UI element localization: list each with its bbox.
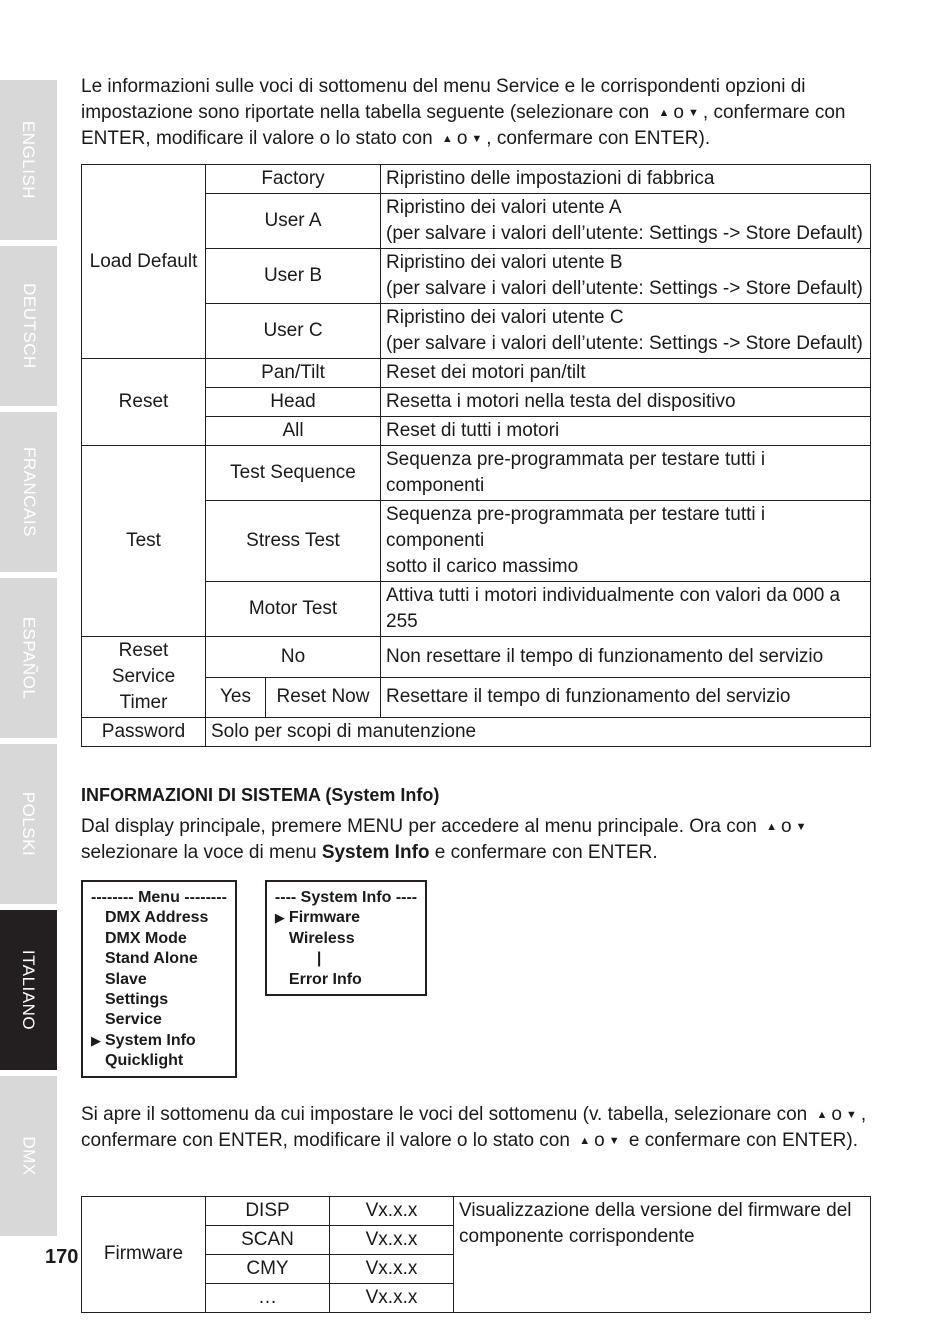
firmware-desc: Visualizzazione della versione del firmware del componente corrispondente	[454, 1196, 871, 1312]
down-arrow-icon: ▼	[471, 133, 483, 145]
intro-paragraph: Le informazioni sulle voci di sottomenu del menu Service e le corrispondenti opzioni di impostazione sono riportate nella tabella seguente (selezionare con ▲ o ▼ , confermare con ENTER, modificare il valore o lo stato con ▲ o ▼ , confermare con ENTER).	[81, 76, 846, 149]
up-arrow-icon: ▲	[766, 821, 778, 833]
desc-cell: Resettare il tempo di funzionamento del servizio	[381, 677, 871, 718]
menu-item-service[interactable]: Service	[105, 1011, 162, 1029]
up-arrow-icon: ▲	[441, 133, 453, 145]
tab-deutsch[interactable]: DEUTSCH	[0, 246, 57, 406]
desc-cell: Ripristino delle impostazioni di fabbrica	[381, 165, 871, 194]
desc-cell: Ripristino dei valori utente C (per salvare i valori dell’utente: Settings -> Store Default)	[381, 304, 871, 359]
menu-item-dmx-address[interactable]: DMX Address	[105, 909, 209, 927]
table-row	[82, 165, 871, 194]
up-arrow-icon: ▲	[658, 107, 670, 119]
submenu-paragraph: Si apre il sottomenu da cui impostare le voci del sottomenu (v. tabella, selezionare con ▲ o ▼ , confermare con ENTER, modificare il valore o lo stato con ▲ o ▼ e confermare con ENTER).	[81, 1103, 867, 1151]
menu-item-firmware[interactable]: ▶ Firmware	[275, 908, 417, 928]
system-info-paragraph: Dal display principale, premere MENU per accedere al menu principale. Ora con ▲ o ▼ selezionare la voce di menu System Info e confermare con ENTER.	[81, 814, 871, 866]
desc-cell: Ripristino dei valori utente B (per salvare i valori dell’utente: Settings -> Store Default)	[381, 249, 871, 304]
table-row	[82, 359, 871, 388]
selection-arrow-icon: ▶	[91, 1032, 101, 1048]
option-cell: User B	[206, 249, 381, 304]
load-default-label: Load Default	[82, 165, 206, 359]
table-row	[82, 637, 871, 678]
page-content	[81, 74, 871, 1313]
option-cell: Stress Test	[206, 501, 381, 582]
option-cell: User C	[206, 304, 381, 359]
menu-item-settings[interactable]: Settings	[105, 991, 169, 1009]
up-arrow-icon: ▲	[816, 1108, 828, 1121]
page-number: 170	[45, 1246, 79, 1268]
menu-title: ---- System Info ----	[274, 889, 418, 906]
menu-displays	[81, 880, 871, 1078]
desc-cell: Sequenza pre-programmata per testare tutti i componenti sotto il carico massimo	[381, 501, 871, 582]
down-arrow-icon: ▼	[846, 1108, 857, 1121]
menu-item-wireless[interactable]: Wireless	[288, 929, 355, 947]
option-cell: Test Sequence	[206, 446, 381, 501]
option-cell: User A	[206, 194, 381, 249]
component-cell: DISP	[206, 1196, 330, 1225]
desc-cell: Sequenza pre-programmata per testare tutti i componenti	[381, 446, 871, 501]
service-table	[81, 164, 871, 747]
option-cell: Motor Test	[206, 582, 381, 637]
section-heading: INFORMAZIONI DI SISTEMA (System Info)	[81, 785, 440, 805]
language-tabs	[0, 80, 57, 1242]
desc-cell: Solo per scopi di manutenzione	[206, 718, 871, 747]
desc-cell: Ripristino dei valori utente A (per salvare i valori dell’utente: Settings -> Store Default)	[381, 194, 871, 249]
option-cell: Pan/Tilt	[206, 359, 381, 388]
menu-item-system-info[interactable]: ▶ System Info	[91, 1031, 227, 1051]
tab-english[interactable]: ENGLISH	[0, 80, 57, 240]
desc-cell: Non resettare il tempo di funzionamento del servizio	[381, 637, 871, 678]
menu-item-quicklight[interactable]: Quicklight	[105, 1052, 184, 1070]
option-cell: All	[206, 417, 381, 446]
version-cell: Vx.x.x	[330, 1254, 454, 1283]
menu-item-stand-alone[interactable]: Stand Alone	[105, 950, 198, 968]
up-arrow-icon: ▲	[579, 1134, 591, 1147]
menu-title: -------- Menu --------	[91, 889, 227, 906]
down-arrow-icon: ▼	[795, 821, 807, 833]
selection-arrow-icon: ▶	[274, 910, 285, 926]
firmware-label: Firmware	[82, 1196, 206, 1312]
option-cell: Head	[206, 388, 381, 417]
tab-francais[interactable]: FRANCAIS	[0, 412, 57, 572]
desc-cell: Reset dei motori pan/tilt	[381, 359, 871, 388]
table-row	[82, 718, 871, 747]
component-cell: SCAN	[206, 1225, 330, 1254]
menu-item-slave[interactable]: Slave	[105, 970, 147, 988]
table-row	[82, 1196, 871, 1225]
component-cell: CMY	[206, 1254, 330, 1283]
desc-cell: Resetta i motori nella testa del dispositivo	[381, 388, 871, 417]
sub-option-cell: Reset Now	[266, 677, 381, 718]
component-cell: …	[206, 1283, 330, 1312]
tab-dmx[interactable]: DMX	[0, 1076, 57, 1236]
desc-cell: Attiva tutti i motori individualmente con valori da 000 a 255	[381, 582, 871, 637]
option-cell: Factory	[206, 165, 381, 194]
system-info-display	[265, 880, 427, 996]
menu-continuation: |	[316, 950, 322, 968]
tab-italiano[interactable]: ITALIANO	[0, 910, 57, 1070]
reset-label: Reset	[82, 359, 206, 446]
version-cell: Vx.x.x	[330, 1283, 454, 1312]
firmware-table	[81, 1196, 871, 1313]
option-cell: Yes	[206, 677, 266, 718]
reset-service-timer-label: Reset Service Timer	[82, 637, 206, 718]
test-label: Test	[82, 446, 206, 637]
version-cell: Vx.x.x	[330, 1225, 454, 1254]
desc-cell: Reset di tutti i motori	[381, 417, 871, 446]
tab-espanol[interactable]: ESPAÑOL	[0, 578, 57, 738]
password-label: Password	[82, 718, 206, 747]
menu-item-error-info[interactable]: Error Info	[288, 970, 362, 988]
menu-item-dmx-mode[interactable]: DMX Mode	[105, 929, 187, 947]
down-arrow-icon: ▼	[608, 1134, 620, 1147]
version-cell: Vx.x.x	[330, 1196, 454, 1225]
tab-polski[interactable]: POLSKI	[0, 744, 57, 904]
down-arrow-icon: ▼	[688, 107, 699, 119]
option-cell: No	[206, 637, 381, 678]
main-menu-display	[81, 880, 237, 1078]
table-row	[82, 446, 871, 501]
